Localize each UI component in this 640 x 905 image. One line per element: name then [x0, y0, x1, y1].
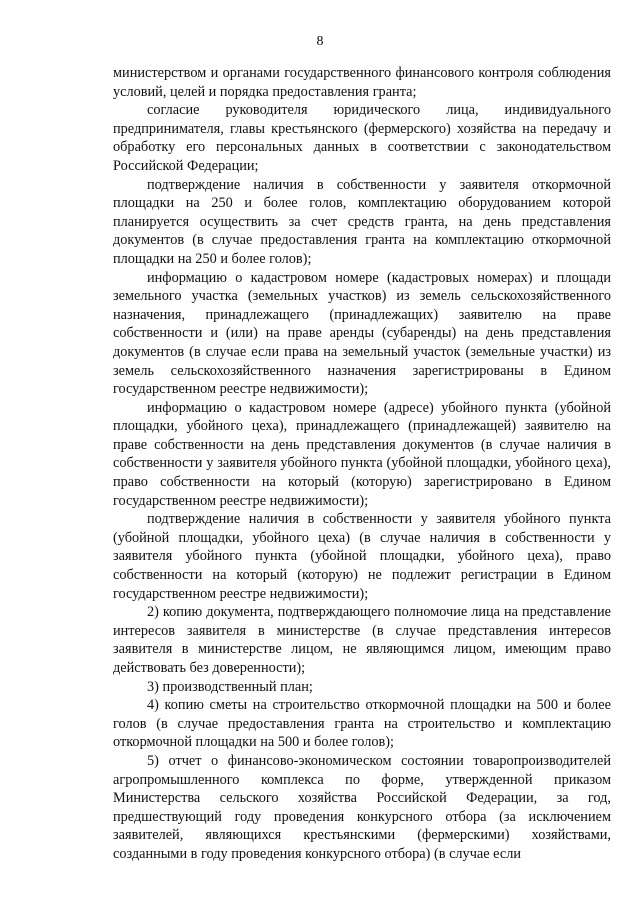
body-text [113, 64, 611, 864]
paragraph-slaughter-ownership: подтверждение наличия в собственности у заявителя убойного пункта (убойной площадки, убойного цеха) (в случае наличия в собственности у заявителя убойного пункта (убойной площадки, убойного цеха), право собственности на который (которую) не подлежит регистрации в Едином государственном реестре недвижимости); [113, 511, 611, 602]
paragraph-item-2: 2) копию документа, подтверждающего полномочие лица на представление интересов заявителя в министерстве (в случае представления интересов заявителя в министерстве лицом, не являющимся лицом, имеющим право действовать без доверенности); [113, 604, 611, 676]
page-number: 8 [316, 34, 324, 49]
paragraph-consent: согласие руководителя юридического лица, индивидуального предпринимателя, главы крестьянского (фермерского) хозяйства на передачу и обработку его персональных данных в соответствии с законодательством Российской Федерации; [113, 102, 611, 174]
paragraph-item-4: 4) копию сметы на строительство откормочной площадки на 500 и более голов (в случае предоставления гранта на строительство и комплектацию откормочной площадки на 500 и более голов); [113, 697, 611, 751]
paragraph-land-cadastral: информацию о кадастровом номере (кадастровых номерах) и площади земельного участка (земельных участков) из земель сельскохозяйственного назначения, принадлежащего (принадлежащих) заявителю на праве собственности и (или) на праве аренды (субаренды) на день представления документов (в случае если права на земельный участок (земельные участки) из земель сельскохозяйственного назначения зарегистрированы в Едином государственном реестре недвижимости); [113, 269, 611, 398]
paragraph-item-3: 3) производственный план; [147, 678, 313, 695]
paragraph-slaughter-cadastral: информацию о кадастровом номере (адресе) убойного пункта (убойной площадки, убойного цеха), принадлежащего (принадлежащей) заявителю на праве собственности на день представления документов (в случае наличия в собственности у заявителя убойного пункта (убойной площадки, убойного цеха), право собственности на который (которую) зарегистрировано в Едином государственном реестре недвижимости); [113, 399, 611, 509]
paragraph-continuation: министерством и органами государственного финансового контроля соблюдения условий, целей и порядка предоставления гранта; [113, 65, 611, 100]
paragraph-feedlot-250: подтверждение наличия в собственности у заявителя откормочной площадки на 250 и более голов, комплектацию оборудованием которой планируется осуществить за счет средств гранта, на день представления документов (в случае предоставления гранта на комплектацию откормочной площадки на 250 и более голов); [113, 176, 611, 267]
paragraph-item-5: 5) отчет о финансово-экономическом состоянии товаропроизводителей агропромышленного комплекса по форме, утвержденной приказом Министерства сельского хозяйства Российской Федерации, за год, предшествующий году проведения конкурсного отбора (за исключением заявителей, являющихся крестьянскими (фермерскими) хозяйствами, созданными в году проведения конкурсного отбора) (в случае если [113, 752, 611, 862]
